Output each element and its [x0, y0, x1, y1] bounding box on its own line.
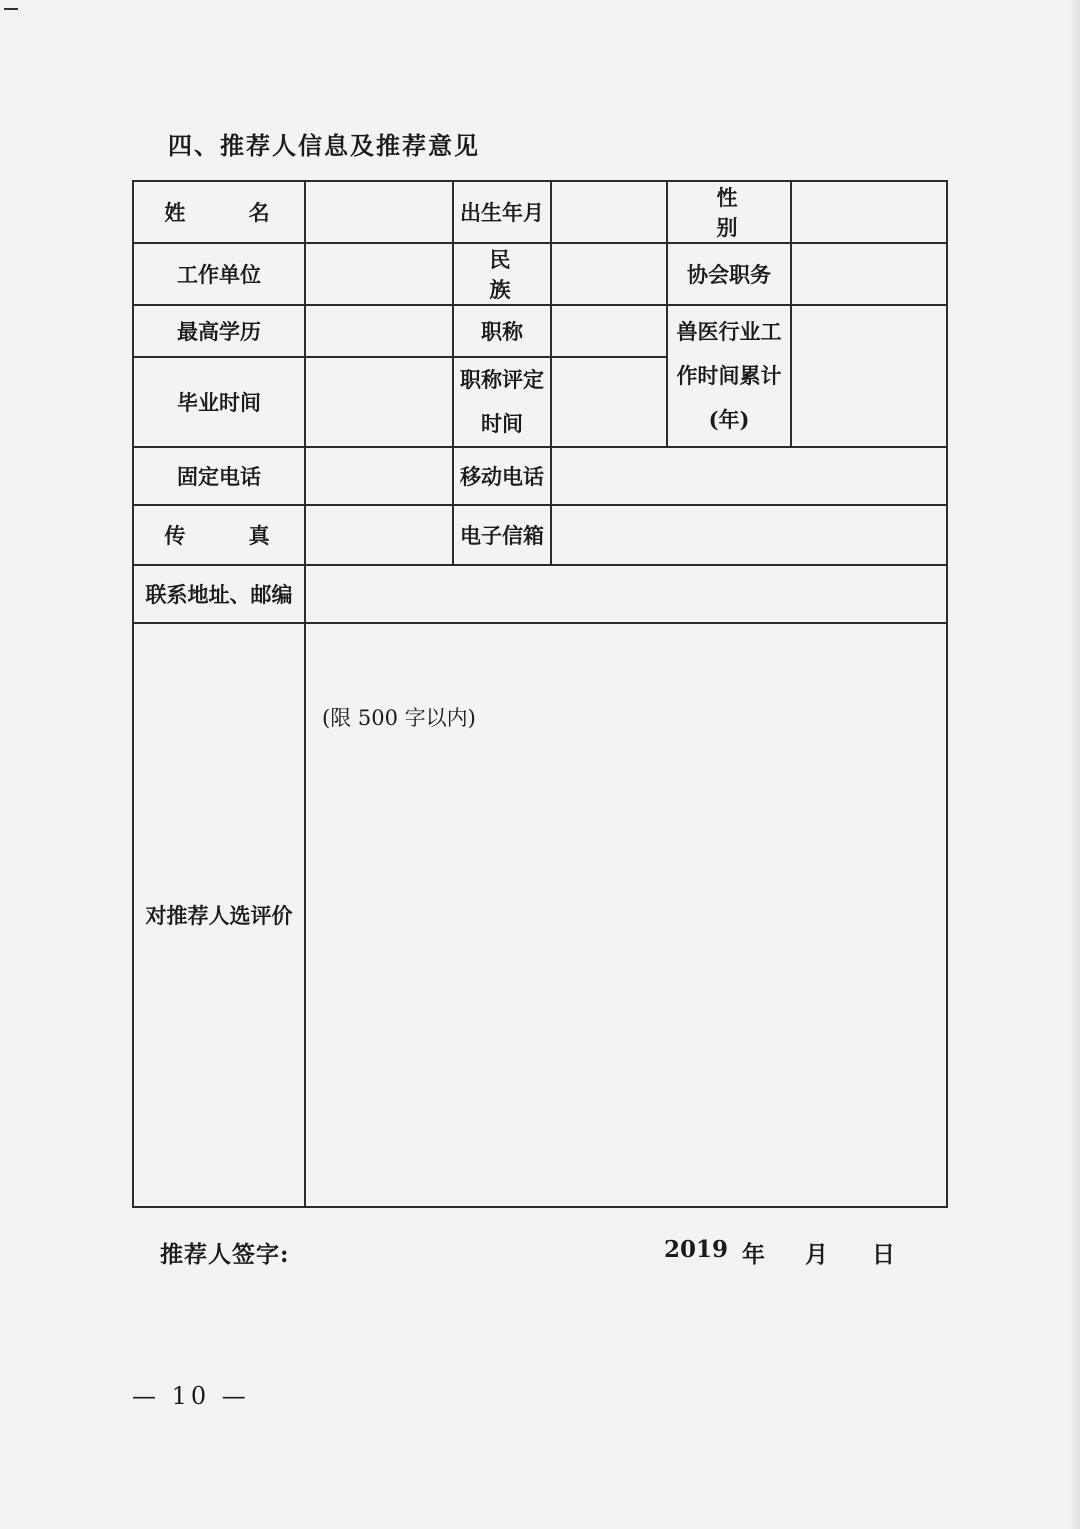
assoc-position-field[interactable] [791, 243, 947, 305]
recommender-info-table [132, 180, 948, 1208]
email-label: 电子信箱 [453, 505, 551, 565]
evaluation-hint: (限 500 字以内) [322, 706, 476, 730]
email-field[interactable] [551, 505, 947, 565]
ethnicity-label: 民 族 [453, 243, 551, 305]
mobile-field[interactable] [551, 447, 947, 505]
ethnicity-field[interactable] [551, 243, 667, 305]
name-label: 姓 名 [133, 181, 305, 243]
table-row [133, 505, 947, 565]
signature-label: 推荐人签字: [160, 1241, 290, 1268]
table-row [133, 181, 947, 243]
education-label: 最高学历 [133, 305, 305, 357]
date-month-char: 月 [805, 1241, 829, 1268]
evaluation-field[interactable] [305, 623, 947, 1207]
gender-field[interactable] [791, 181, 947, 243]
title-date-label-line-1: 职称评定 [460, 367, 544, 392]
landline-label: 固定电话 [133, 447, 305, 505]
fax-field[interactable] [305, 505, 453, 565]
evaluation-label: 对推荐人选评价 [133, 623, 305, 1207]
vet-years-field[interactable] [791, 305, 947, 447]
title-label: 职称 [453, 305, 551, 357]
name-field[interactable] [305, 181, 453, 243]
table-row [133, 565, 947, 623]
title-date-label [453, 357, 551, 447]
assoc-position-label: 协会职务 [667, 243, 791, 305]
section-title: 四、推荐人信息及推荐意见 [168, 131, 480, 160]
address-field[interactable] [305, 565, 947, 623]
title-date-label-line-2: 时间 [481, 411, 523, 436]
date-line [664, 1236, 895, 1269]
graduation-label: 毕业时间 [133, 357, 305, 447]
table-row [133, 447, 947, 505]
date-year: 2019 [664, 1236, 729, 1263]
graduation-field[interactable] [305, 357, 453, 447]
employer-label: 工作单位 [133, 243, 305, 305]
title-field[interactable] [551, 305, 667, 357]
fax-label: 传 真 [133, 505, 305, 565]
birth-label: 出生年月 [453, 181, 551, 243]
scan-edge-mark [4, 8, 18, 10]
date-day-char: 日 [872, 1241, 896, 1268]
education-field[interactable] [305, 305, 453, 357]
mobile-label: 移动电话 [453, 447, 551, 505]
vet-years-label-line-3: (年) [708, 407, 750, 432]
employer-field[interactable] [305, 243, 453, 305]
vet-years-label-line-2: 作时间累计 [676, 363, 782, 388]
table-row [133, 623, 947, 1207]
vet-years-label-line-1: 兽医行业工 [676, 319, 782, 344]
gender-label: 性 别 [667, 181, 791, 243]
birth-field[interactable] [551, 181, 667, 243]
landline-field[interactable] [305, 447, 453, 505]
vet-years-label [667, 305, 791, 447]
page-edge-shadow [1068, 0, 1080, 1529]
page-number: — 10 — [132, 1382, 250, 1410]
date-year-char: 年 [742, 1241, 766, 1268]
table-row [133, 243, 947, 305]
address-label: 联系地址、邮编 [133, 565, 305, 623]
table-row [133, 305, 947, 357]
title-date-field[interactable] [551, 357, 667, 447]
